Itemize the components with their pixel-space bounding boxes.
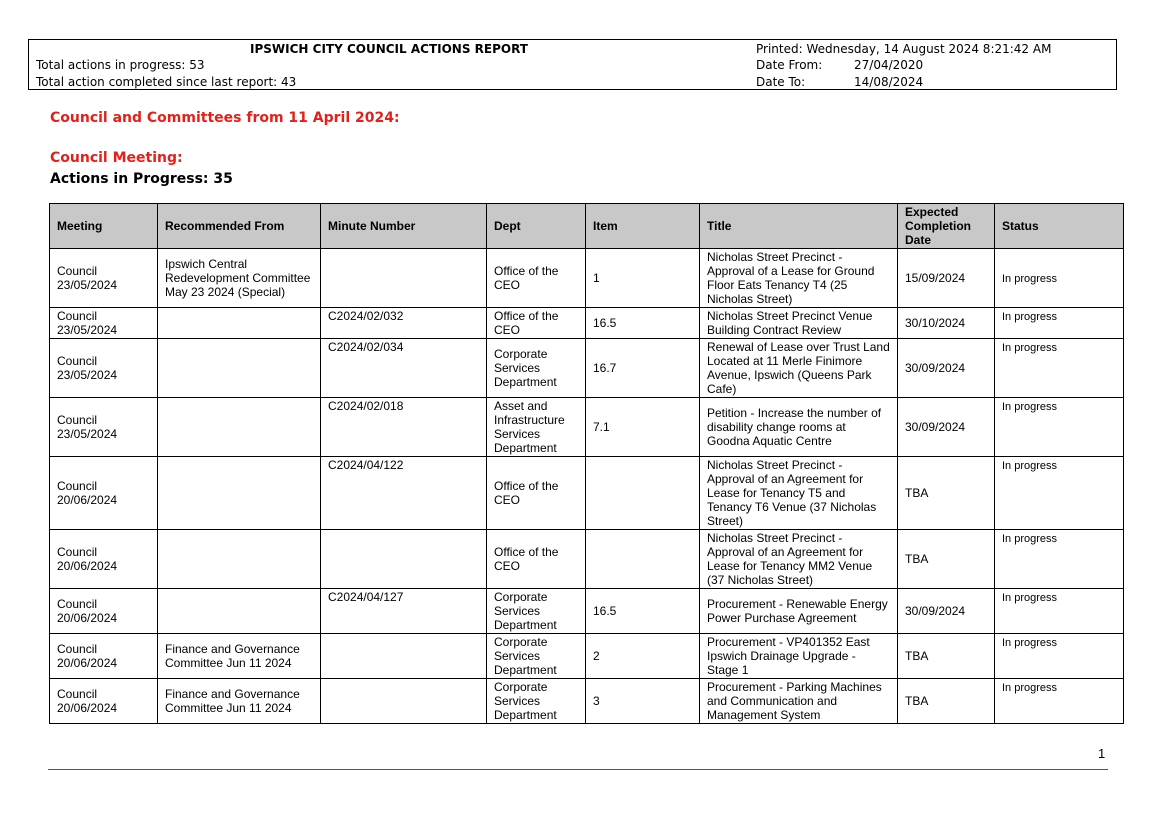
col-header-item: Item	[586, 204, 700, 249]
cell-item	[586, 530, 700, 589]
section-heading: Council and Committees from 11 April 2024:	[50, 110, 400, 126]
cell-expected: 15/09/2024	[898, 249, 995, 308]
footer-divider	[48, 769, 1108, 770]
table-row	[50, 679, 1124, 724]
cell-status: In progress	[995, 308, 1124, 339]
report-header	[28, 39, 1117, 90]
col-header-dept: Dept	[487, 204, 586, 249]
cell-expected: TBA	[898, 634, 995, 679]
date-from-label: Date From:	[756, 58, 823, 72]
cell-expected: TBA	[898, 457, 995, 530]
cell-dept: Corporate Services Department	[487, 634, 586, 679]
meeting-heading: Council Meeting:	[50, 150, 183, 166]
cell-item: 2	[586, 634, 700, 679]
col-header-expected-completion: Expected Completion Date	[898, 204, 995, 249]
cell-status: In progress	[995, 457, 1124, 530]
cell-minute-number: C2024/04/127	[321, 589, 487, 634]
cell-title: Nicholas Street Precinct - Approval of a Lease for Ground Floor Eats Tenancy T4 (25 Nicholas Street)	[700, 249, 898, 308]
cell-dept: Asset and Infrastructure Services Department	[487, 398, 586, 457]
cell-recommended-from	[158, 339, 321, 398]
cell-title: Petition - Increase the number of disability change rooms at Goodna Aquatic Centre	[700, 398, 898, 457]
cell-status: In progress	[995, 589, 1124, 634]
cell-dept: Office of the CEO	[487, 457, 586, 530]
cell-minute-number	[321, 249, 487, 308]
cell-expected: TBA	[898, 679, 995, 724]
cell-meeting: Council 20/06/2024	[50, 530, 158, 589]
cell-meeting: Council 20/06/2024	[50, 457, 158, 530]
col-header-status: Status	[995, 204, 1124, 249]
cell-meeting: Council 20/06/2024	[50, 679, 158, 724]
cell-title: Renewal of Lease over Trust Land Located at 11 Merle Finimore Avenue, Ipswich (Queens Park Cafe)	[700, 339, 898, 398]
table-row	[50, 339, 1124, 398]
cell-dept: Office of the CEO	[487, 308, 586, 339]
actions-in-progress-heading: Actions in Progress: 35	[50, 171, 233, 187]
cell-item: 3	[586, 679, 700, 724]
cell-expected: 30/09/2024	[898, 589, 995, 634]
cell-dept: Corporate Services Department	[487, 339, 586, 398]
page-number: 1	[1098, 746, 1106, 761]
cell-title: Nicholas Street Precinct - Approval of an Agreement for Lease for Tenancy T5 and Tenancy T6 Venue (37 Nicholas Street)	[700, 457, 898, 530]
col-header-meeting: Meeting	[50, 204, 158, 249]
cell-dept: Office of the CEO	[487, 530, 586, 589]
cell-recommended-from	[158, 457, 321, 530]
cell-status: In progress	[995, 634, 1124, 679]
date-to-value: 14/08/2024	[854, 75, 924, 89]
col-header-recommended-from: Recommended From	[158, 204, 321, 249]
cell-item	[586, 457, 700, 530]
report-title: IPSWICH CITY COUNCIL ACTIONS REPORT	[250, 42, 528, 56]
cell-status: In progress	[995, 679, 1124, 724]
cell-meeting: Council 20/06/2024	[50, 589, 158, 634]
table-header-row	[50, 204, 1124, 249]
cell-expected: 30/10/2024	[898, 308, 995, 339]
cell-title: Nicholas Street Precinct Venue Building Contract Review	[700, 308, 898, 339]
cell-minute-number	[321, 634, 487, 679]
table-row	[50, 398, 1124, 457]
cell-item: 16.5	[586, 589, 700, 634]
cell-recommended-from: Finance and Governance Committee Jun 11 2024	[158, 634, 321, 679]
cell-title: Procurement - VP401352 East Ipswich Drainage Upgrade - Stage 1	[700, 634, 898, 679]
table-row	[50, 634, 1124, 679]
cell-dept: Office of the CEO	[487, 249, 586, 308]
cell-title: Procurement - Renewable Energy Power Purchase Agreement	[700, 589, 898, 634]
cell-meeting: Council 23/05/2024	[50, 339, 158, 398]
cell-item: 1	[586, 249, 700, 308]
printed-timestamp: Printed: Wednesday, 14 August 2024 8:21:42 AM	[756, 42, 1052, 56]
cell-item: 16.5	[586, 308, 700, 339]
cell-minute-number	[321, 530, 487, 589]
col-header-title: Title	[700, 204, 898, 249]
cell-minute-number: C2024/04/122	[321, 457, 487, 530]
cell-meeting: Council 23/05/2024	[50, 398, 158, 457]
cell-status: In progress	[995, 530, 1124, 589]
cell-minute-number: C2024/02/032	[321, 308, 487, 339]
total-completed: Total action completed since last report: 43	[36, 75, 297, 89]
cell-recommended-from	[158, 530, 321, 589]
cell-minute-number: C2024/02/034	[321, 339, 487, 398]
date-from-value: 27/04/2020	[854, 58, 924, 72]
cell-dept: Corporate Services Department	[487, 679, 586, 724]
cell-recommended-from: Ipswich Central Redevelopment Committee May 23 2024 (Special)	[158, 249, 321, 308]
table-row	[50, 589, 1124, 634]
cell-meeting: Council 23/05/2024	[50, 249, 158, 308]
cell-minute-number	[321, 679, 487, 724]
cell-dept: Corporate Services Department	[487, 589, 586, 634]
date-to-label: Date To:	[756, 75, 806, 89]
cell-expected: 30/09/2024	[898, 398, 995, 457]
table-row	[50, 457, 1124, 530]
cell-expected: TBA	[898, 530, 995, 589]
cell-title: Procurement - Parking Machines and Communication and Management System	[700, 679, 898, 724]
table-row	[50, 249, 1124, 308]
table-row	[50, 530, 1124, 589]
cell-recommended-from	[158, 308, 321, 339]
cell-expected: 30/09/2024	[898, 339, 995, 398]
cell-meeting: Council 23/05/2024	[50, 308, 158, 339]
table-row	[50, 308, 1124, 339]
cell-status: In progress	[995, 398, 1124, 457]
cell-status: In progress	[995, 249, 1124, 308]
cell-minute-number: C2024/02/018	[321, 398, 487, 457]
cell-meeting: Council 20/06/2024	[50, 634, 158, 679]
col-header-minute-number: Minute Number	[321, 204, 487, 249]
cell-title: Nicholas Street Precinct - Approval of an Agreement for Lease for Tenancy MM2 Venue (37 Nicholas Street)	[700, 530, 898, 589]
actions-table	[49, 203, 1124, 724]
cell-recommended-from	[158, 398, 321, 457]
cell-recommended-from: Finance and Governance Committee Jun 11 2024	[158, 679, 321, 724]
cell-recommended-from	[158, 589, 321, 634]
cell-item: 16.7	[586, 339, 700, 398]
cell-status: In progress	[995, 339, 1124, 398]
total-in-progress: Total actions in progress: 53	[36, 58, 205, 72]
cell-item: 7.1	[586, 398, 700, 457]
